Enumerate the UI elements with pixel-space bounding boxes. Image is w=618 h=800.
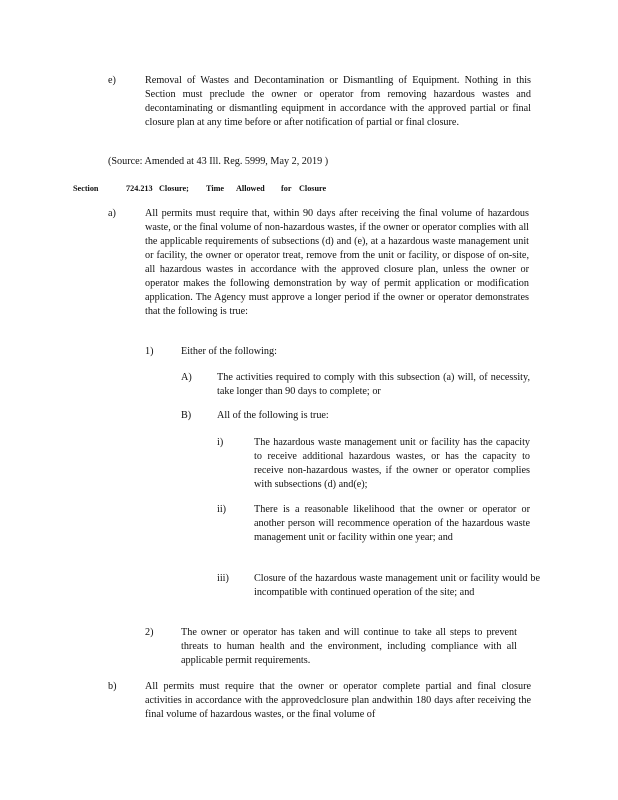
item-a2-label: 2) [145,627,154,638]
source-note: (Source: Amended at 43 Ill. Reg. 5999, May 2, 2019 ) [108,156,329,167]
item-a1Bii-label: ii) [217,504,227,515]
section-title-word: Time [206,184,225,193]
section-title-word: Closure [299,184,327,193]
item-a1A-label: A) [181,372,192,383]
item-a1A-text: The activities required to comply with this subsection (a) will, of necessity, take longer than 90 days to complete; or [217,372,530,397]
section-title-word: Allowed [236,184,265,193]
item-b-label: b) [108,681,117,692]
section-title-word: for [281,184,292,193]
item-a1Bii-text: There is a reasonable likelihood that the owner or operator or another person will recommence operation of the hazardous waste management unit or facility within one year; and [254,504,530,543]
item-a-label: a) [108,208,116,219]
item-a1B-text: All of the following is true: [217,410,329,421]
item-e-text: Removal of Wastes and Decontamination or Dismantling of Equipment. Nothing in this Section must preclude the owner or operator from removing hazardous wastes and decontaminating or dismantling equipment in accordance with the approved partial or final closure plan at any time before or after notification of partial or final closure. [145,75,531,128]
item-e-label: e) [108,75,116,86]
item-a2-text: The owner or operator has taken and will continue to take all steps to prevent threats to human health and the environment, including compliance with all applicable permit requirements. [181,627,517,666]
item-a1-label: 1) [145,346,154,357]
item-a1-text: Either of the following: [181,346,277,357]
item-a1Biii-text: Closure of the hazardous waste management unit or facility would be incompatible with continued operation of the site; and [254,573,540,598]
item-a1Bi-label: i) [217,437,224,448]
item-a-text: All permits must require that, within 90 days after receiving the final volume of hazardous waste, or the final volume of non-hazardous wastes, if the owner or operator complies with all the applicable requirements of subsections (d) and (e), at a hazardous waste management unit or facility, the owner or operator treat, remove from the unit or facility, or dispose of on-site, all hazardous wastes in accordance with the approved closure plan, unless the owner or operator makes the following demonstration by way of permit application or modification application. The Agency must approve a longer period if the owner or operator demonstrates that the following is true: [145,208,529,317]
item-b-text: All permits must require that the owner or operator complete partial and final closure activities in accordance with the approvedclosure plan andwithin 180 days after receiving the final volume of hazardous wastes, or the final volume of [145,681,531,720]
item-a1Biii-label: iii) [217,573,229,584]
section-word: Section [73,184,99,193]
section-title-word: Closure; [159,184,189,193]
section-number: 724.213 [126,184,153,193]
item-a1Bi-text: The hazardous waste management unit or facility has the capacity to receive additional hazardous wastes, or has the capacity to receive non-hazardous wastes, if the owner or operator complies with subsections (d) and(e); [254,437,530,490]
item-a1B-label: B) [181,410,192,421]
